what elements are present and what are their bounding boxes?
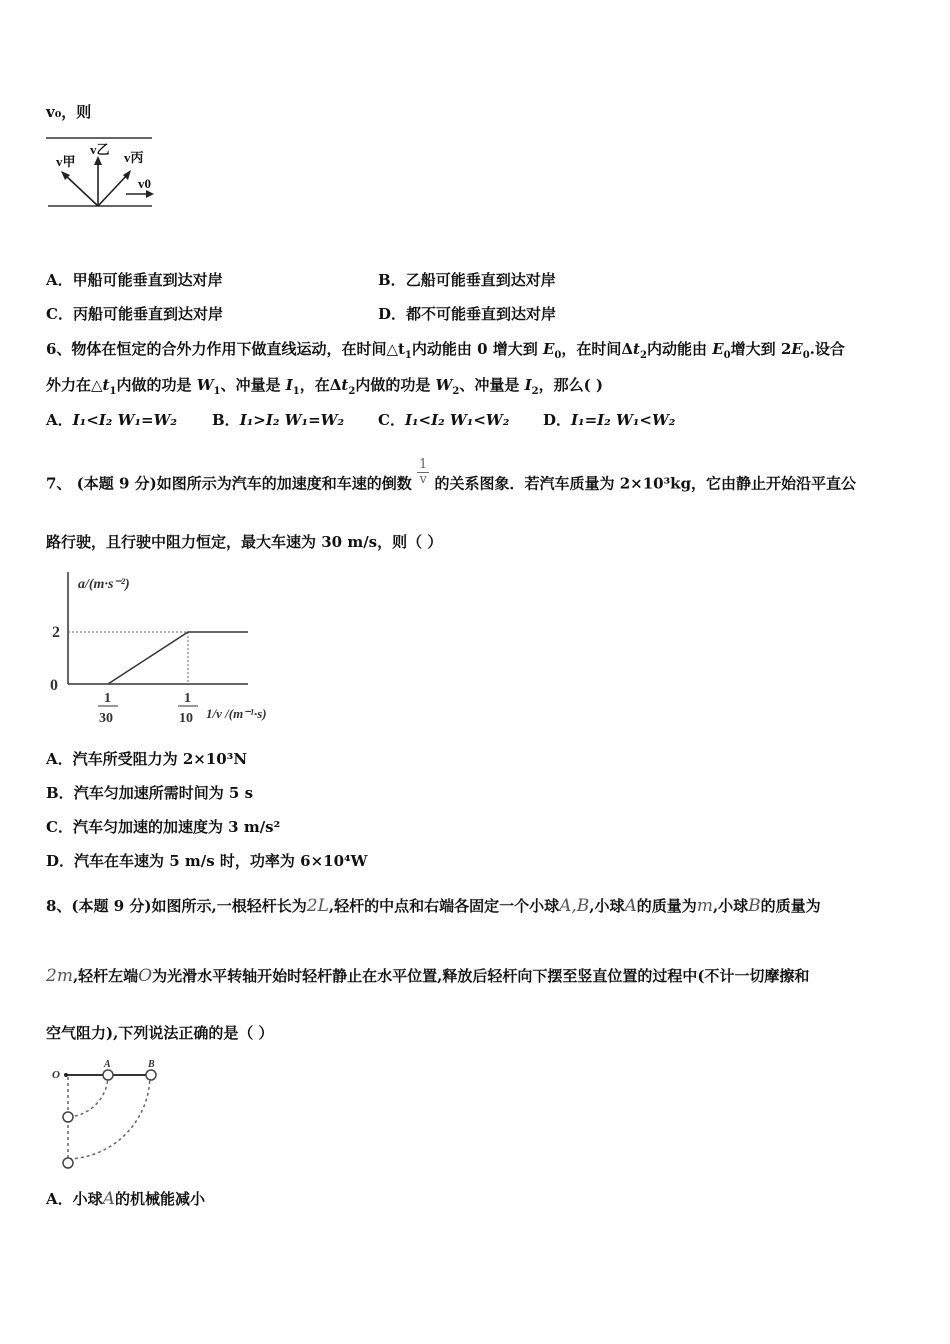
q6-option-b[interactable]: B．I₁>I₂ W₁=W₂ [212,411,345,429]
q6-stem-line2: 外力在$\triangle t_1$内做的功是 $W_1$、冲量是 $I_1$，在$\Delta t_2$内做的功是 $W_2$、冲量是 $I_2$，那么( ) [46,376,604,397]
q6-option-c[interactable]: C．I₁<I₂ W₁<W₂ [378,411,510,429]
q8-stem-line3: 空气阻力),下列说法正确的是（ ） [46,1024,274,1042]
q7-option-c[interactable]: C．汽车匀加速的加速度为 3 m/s² [46,818,281,836]
option-letter: D． [378,305,407,323]
origin-label: 0 [50,677,58,694]
boats-figure [40,130,170,212]
x-tick-1-30-den: 30 [98,711,113,726]
q6-stem-line1: 6、物体在恒定的合外力作用下做直线运动，在时间$\triangle t_1$内动能由 0 增大到 $E_0$，在时间$\Delta t_2$内动能由 $E_0$增大到 $2E_0$.设合 [46,340,845,361]
intro-text: v₀，则 [46,103,92,121]
q7-stem-line2: 路行驶，且行驶中阻力恒定，最大车速为 30 m/s，则（ ） [46,533,443,551]
fraction-1-over-v: $\frac{1}{v}$ [418,457,428,487]
q6-option-d[interactable]: D．I₁=I₂ W₁<W₂ [543,411,676,429]
label-v-yi: v乙 [90,142,110,157]
label-v-bing: v丙 [124,150,144,165]
x-tick-1-10-num: 1 [184,691,191,706]
option-text: 甲船可能垂直到达对岸 [72,271,223,289]
q8-stem-line2: 2m,轻杆左端O为光滑水平转轴开始时轻杆静止在水平位置,释放后轻杆向下摆至竖直位置的过程中(不计一切摩擦和 [46,966,810,986]
label-B: B [148,1059,155,1070]
q5-option-b[interactable] [378,270,556,290]
q6-option-a[interactable]: A．I₁<I₂ W₁=W₂ [46,411,178,429]
rod-figure [46,1055,176,1175]
q5-option-a[interactable] [46,270,223,290]
series-line [108,632,248,684]
q7-option-a[interactable]: A．汽车所受阻力为 2×10³N [46,750,248,768]
y-tick-label-2: 2 [52,624,60,641]
option-text: 丙船可能垂直到达对岸 [72,305,223,323]
option-text: 都不可能垂直到达对岸 [406,305,557,323]
option-letter: C． [46,305,73,323]
q8-stem-line1: 8、(本题 9 分)如图所示,一根轻杆长为2L,轻杆的中点和右端各固定一个小球A,B,小球A的质量为m,小球B的质量为 [46,896,821,916]
q5-option-d[interactable] [378,304,556,324]
x-tick-1-30-num: 1 [103,691,111,706]
q7-option-b[interactable]: B．汽车匀加速所需时间为 5 s [46,784,254,802]
label-v-jia: v甲 [56,154,76,169]
q5-option-c[interactable] [46,304,223,324]
x-tick-1-10-den: 10 [179,711,193,726]
y-axis-label: a/(m·s⁻²) [78,577,130,592]
label-A: A [104,1059,111,1070]
q7-option-d[interactable]: D．汽车在车速为 5 m/s 时，功率为 6×10⁴W [46,852,368,870]
label-O: O [52,1069,60,1081]
q7-stem-line1: 7、 (本题 9 分)如图所示为汽车的加速度和车速的倒数 $\frac{1}{v}$ 的关系图象．若汽车质量为 2×10³kg，它由静止开始沿平直公 [46,457,857,493]
q8-option-a[interactable]: A．小球A的机械能减小 [46,1189,205,1209]
accel-chart [46,562,276,728]
label-v0: v0 [138,176,151,191]
x-axis-label: 1/v /(m⁻¹·s) [206,706,267,721]
option-text: 乙船可能垂直到达对岸 [405,271,556,289]
option-letter: B． [378,271,406,289]
option-letter: A． [46,271,73,289]
